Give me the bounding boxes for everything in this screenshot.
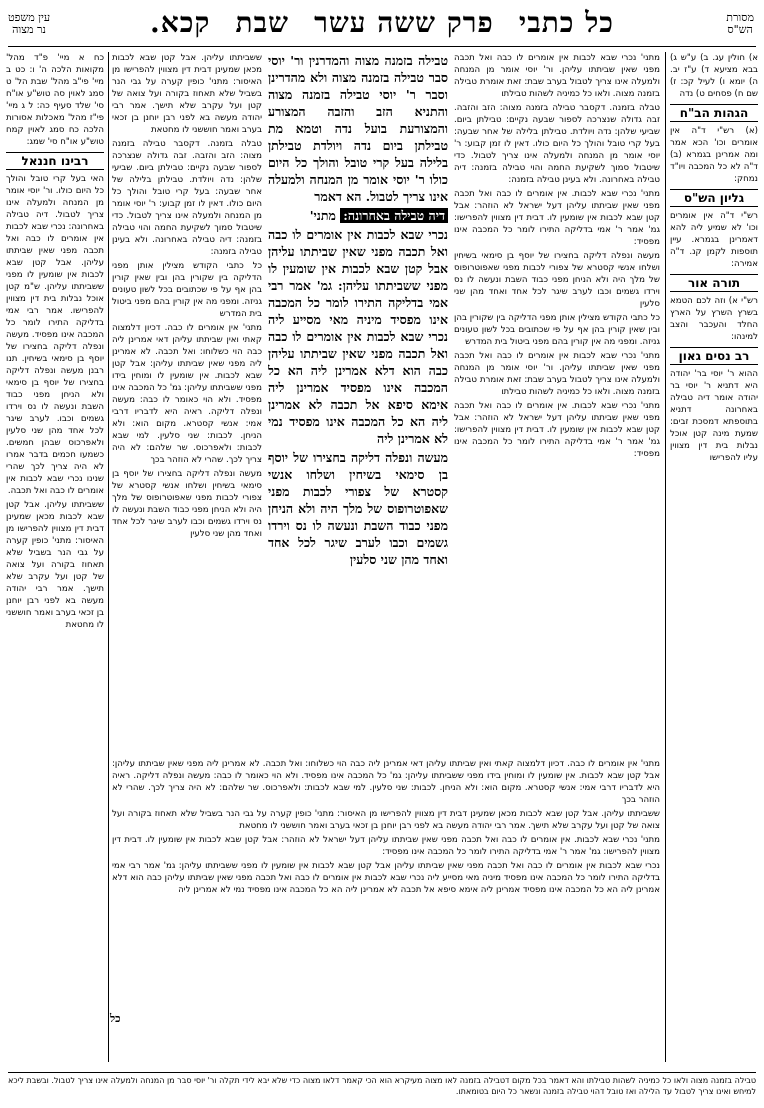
footer-note: טבילה בזמנה מצוה ולאו כל כמיניה לשהות טבילתו והא דאמר בכל מקום דטבילה בזמנה לאו מצוה מעיקרא הוא הכי קאמר דלאו מצוה כדי שלא יבא לידי תקלה ור' יוסי סבר מן המנחה ולמעלה אינו צריך לטבול. ובשבת ליכא למיחש ואינו צריך לטבול עד הלילה ואז טובל דהוי טבילה בזמנה ונשאר כל היום בטומאתו. xyxy=(8,1072,756,1097)
title-folio: קכא. xyxy=(150,6,211,39)
gemara-paragraph: מעשה ונפלה דליקה בחצירו של יוסף בן סימאי בשיחין ושלחו אנשי קסטרא של צפורי לכבות מפני שאפוטרופוס של מלך היה ולא הניחן מפני כבוד השבת ונעשה לו נס וירדו גשמים וכבו לערב שיגר לכל אחד ואחד מהן שני סלעין xyxy=(268,450,448,567)
rav-nissim-text: ההוא ר' יוסי בר' יהודה היא דתניא ר' יוסי בר יהודה אומר דיה טבילה באחרונה דתניא בתוספתא דמסכת זבים: שמעת מינה קטן אוכל נבלות בית דין מצווין עליו להפרישו xyxy=(670,369,758,463)
title-tractate: שבת xyxy=(235,6,289,39)
tosafot-paragraph: מתני' אין אומרים לו כבה. דכיון דלמצוה קאתי ואין שביתתו עליהן דאי אמרינן ליה כבה הוי כשלוחו: ואל תכבה. לא אמרינן ליה מפני שאין שביתתו עליהן: אבל קטן שבא לכבות. אין שומעין לו ומוחין בידו מפני ששביתתו עליהן: גמ' כל המכבה אינו מפסיד. ולא הוי כאומר לו כבה: מעשה ונפלה דליקה. ראיה היא לדבריו דרבי אמי: אנשי קסטרא. מקום הוא: ולא הניחן. לכבות: שני סלעין. למי שבא לכבות: ולאפרכוס. שר שלהם: לא היה צריך לכך. שהרי לא הוזהר בכך xyxy=(112,323,262,465)
tosafot-paragraph: כל כתבי הקודש מצילין אותן מפני הדליקה בין שקורין בהן ובין שאין קורין בהן אף על פי שכתובים בכל לשון טעונים גניזה. ומפני מה אין קורין בהם מפני ביטול בית המדרש xyxy=(112,261,262,319)
divider xyxy=(665,52,666,1062)
rav-nissim-title: רב נסים גאון xyxy=(670,347,758,365)
hagahot-text: (א) רש"י ד"ה אין אומרים וכו' הכא אמר ומה אמרינן בגמרא (ב) ד"ה לא כל המכבה ויו"ד נמחק: xyxy=(670,126,758,184)
bottom-paragraph: ששביתתו עליהן. אבל קטן שבא לכבות מכאן שמעינן דבית דין מצווין להפרישו מן האיסור: מתני' כופין קערה על גבי הנר בשביל שלא תאחוז בקורה ועל צואה של קטן ועל עקרב שלא תישך. אמר רבי יהודה מעשה בא לפני רבן יוחנן בן זכאי בערב ואמר חוששני לו מחטאת xyxy=(112,809,660,831)
torah-or-text: רש"י א) וזה לכם הטמא בשרץ השרץ על הארץ החלד והעכבר והצב למינהו: xyxy=(670,296,758,342)
rashi-column xyxy=(454,52,660,752)
rashi-paragraph: מתני' נכרי שבא לכבות אין אומרים לו כבה ואל תכבה מפני שאין שביתתו עליהן. ור' יוסי אומר מן המנחה ולמעלה אינו צריך לטבול בערב שבת: זאת אומרת טבילה בזמנה מצוה. ולאו כל כמיניה לשהות טבילתו xyxy=(454,53,660,99)
page-header xyxy=(0,6,764,46)
gilyon-text: רש"י ד"ה אין אומרים וכו' לא שמיע ליה להא דאמרינן בגמרא. עיין תוספות לקמן קנ. ד"ה אמירה: xyxy=(670,211,758,269)
rabbeinu-chananel-title: רבינו חננאל xyxy=(6,152,104,170)
bottom-commentary xyxy=(112,758,660,1008)
tosafot-column xyxy=(112,52,262,752)
boxed-label: דיה טבילה באחרונה: xyxy=(340,208,448,223)
rashi-paragraph: טבלה בזמנה. דקסבר טבילה בזמנה מצוה: הזב והזבה. זבה גדולה שנצרכה לספור שבעה נקיים: טבילתן ביום. שביעי שלהן: נדה ויולדת. טבילתן בלילה של אחר שבעה: בעל קרי טובל והולך כל היום כולו. דאין לו זמן קבוע: ר' יוסי אומר מן המנחה ולמעלה אינו צריך לטבול. כדי שיטבול סמוך לשקיעת החמה והוי טבילה בזמנה: דיה טבילה באחרונה. ולא בעינן טבילה בזמנה: xyxy=(454,103,660,185)
rabbeinu-chananel-text: ששביתתו עליהן. אבל קטן שבא לכבות מכאן שמעינן דבית דין מצווין להפרישו מן האיסור: מתני' כופין קערה על גבי הנר בשביל שלא תאחוז בקורה ועל צואה של קטן ועל עקרב שלא תישך. אמר רבי יהודה מעשה בא לפני רבן יוחנן בן זכאי בערב ואמר חוששני לו מחטאת xyxy=(6,500,104,630)
masoret-text: א) חולין עג. ב) ע"ש ג) בבא מציעא ד) ע"ז יב. ה) יומא ו) לעיל קכ: ז) שם ח) פסחים ט) נדה xyxy=(670,53,758,99)
rashi-paragraph: כל כתבי הקודש מצילין אותן מפני הדליקה בין שקורין בהן ובין שאין קורין בהן אף על פי שכתובים בכל לשון טעונים גניזה. ומפני מה אין קורין בהם מפני ביטול בית המדרש xyxy=(454,313,660,347)
gemara-paragraph: נכרי שבא לכבות אין אומרים לו כבה ואל תכבה מפני שאין שביתתו עליהן אבל קטן שבא לכבות אין שומעין לו מפני ששביתתו עליהן: גמ' אמר רבי אמי בדליקה התירו לומר כל המכבה אינו מפסיד מיניה מאי מסייע ליה נכרי שבא לכבות אין אומרים לו כבה ואל תכבה מפני שאין שביתתו עליהן כבה הוא דלא אמרינן ליה הא כל המכבה אינו מפסיד אמרינן ליה אימא סיפא אל תכבה לא אמרינן ליה הא כל המכבה אינו מפסיד נמי לא אמרינן ליה xyxy=(268,227,448,446)
rashi-paragraph: מעשה ונפלה דליקה בחצירו של יוסף בן סימאי בשיחין ושלחו אנשי קסטרא של צפורי לכבות מפני שאפוטרופוס של מלך היה ולא הניחן מפני כבוד השבת ונעשה לו נס וירדו גשמים וכבו לערב שיגר לכל אחד ואחד מהן שני סלעין xyxy=(454,251,660,309)
title-tractate-chapter: כל כתבי xyxy=(518,6,614,39)
title-chapter-name: פרק ששה עשר xyxy=(314,6,494,39)
rashi-paragraph: מתני' נכרי שבא לכבות. אין אומרים לו כבה ואל תכבה מפני שאין שביתתו עליהן דעל ישראל לא הוזהר: אבל קטן שבא לכבות אין שומעין לו. דבית דין מצווין להפרישו: גמ' אמר ר' אמי בדליקה התירו לומר כל המכבה אינו מפסיד: xyxy=(454,401,660,459)
ein-mishpat-label: עין משפט נר מצוה xyxy=(8,11,51,36)
rashi-paragraph: מתני' נכרי שבא לכבות. אין אומרים לו כבה ואל תכבה מפני שאין שביתתו עליהן דעל ישראל לא הוזהר: אבל קטן שבא לכבות אין שומעין לו. דבית דין מצווין להפרישו: גמ' אמר ר' אמי בדליקה התירו לומר כל המכבה אינו מפסיד: xyxy=(454,189,660,247)
ein-mishpat-text: כח א מיי' פ"ד מהל' מקואות הלכה ה' ו: כט ב מיי' פי"ב מהל' שבת הל' ט סמג לאוין סה טוש"ע או"ח סי' שלד סעיף כה: ל ג מיי' פי"ז מהל' מאכלות אסורות הלכה כח סמג לאוין קמח טוש"ע או"ח סי' שמג: xyxy=(6,53,104,147)
page-title xyxy=(150,6,614,40)
rabbeinu-chananel-text: האי בעל קרי טובל והולך כל היום כולו. ור' יוסי אומר מן המנחה ולמעלה אינו צריך לטבול. דיה טבילה באחרונה: נכרי שבא לכבות אין אומרים לו כבה ואל תכבה מפני שאין שביתתו עליהן. אבל קטן שבא לכבות אין שומעין לו מפני ששביתתו עליהן. ש"מ קטן אוכל נבלות בית דין מצווין להפרישו. אמר רבי אמי בדליקה התירו לומר כל המכבה אינו מפסיד. מעשה ונפלה דליקה בחצירו של יוסף בן סימאי בשיחין. תנו רבנן מעשה ונפלה דליקה בחצירו של יוסף בן סימאי ולא הניחן מפני כבוד השבת ונעשה לו נס וירדו גשמים וכבו. לערב שיגר לכל אחד מהן שני סלעין ולאפרכוס שבהן חמשים. כשמעו חכמים בדבר אמרו לא היה צריך לכך שהרי שנינו נכרי שבא לכבות אין אומרים לו כבה ואל תכבה. xyxy=(6,174,104,496)
gemara-column xyxy=(268,52,448,752)
tosafot-paragraph: ששביתתו עליהן. אבל קטן שבא לכבות מכאן שמעינן דבית דין מצווין להפרישו מן האיסור: מתני' כופין קערה על גבי הנר בשביל שלא תאחוז בקורה ועל צואה של קטן ועל עקרב שלא תישך. אמר רבי יהודה מעשה בא לפני רבן יוחנן בן זכאי בערב ואמר חוששני לו מחטאת xyxy=(112,53,262,135)
gemara-paragraph: טבילה בזמנה מצוה והמדרנין ור' יוסי סבר טבילה בזמנה מצוה ולא מהדרינן וסבר ר' יוסי טבילה בזמנה מצוה והתניא הזב והזבה המצורע והמצורעת בועל נדה וטמא מת טבילתן ביום נדה ויולדת טבילתן בלילה בעל קרי טובל והולך כל היום כולו ר' יוסי אומר מן המנחה ולמעלה אינו צריך לטבול. הא דאמר xyxy=(268,53,448,204)
tosafot-paragraph: מעשה ונפלה דליקה בחצירו של יוסף בן סימאי בשיחין ושלחו אנשי קסטרא של צפורי לכבות מפני שאפוטרופוס של מלך היה ולא הניחן מפני כבוד השבת ונעשה לו נס וירדו גשמים וכבו לערב שיגר לכל אחד ואחד מהן שני סלעין xyxy=(112,469,262,539)
gilyon-title: גליון הש"ס xyxy=(670,189,758,207)
left-sidebar xyxy=(6,52,104,1062)
bottom-paragraph: מתני' נכרי שבא לכבות. אין אומרים לו כבה ואל תכבה מפני שאין שביתתו עליהן דעל ישראל לא הוזהר: אבל קטן שבא לכבות אין שומעין לו. דבית דין מצווין להפרישו: גמ' אמר ר' אמי בדליקה התירו לומר כל המכבה אינו מפסיד: xyxy=(112,835,660,857)
hagahot-title: הגהות הב"ח xyxy=(670,104,758,122)
bottom-paragraph: נכרי שבא לכבות אין אומרים לו כבה ואל תכבה מפני שאין שביתתו עליהן אבל קטן שבא לכבות אין שומעין לו מפני ששביתתו עליהן: גמ' אמר רבי אמי בדליקה התירו לומר כל המכבה אינו מפסיד מיניה מאי מסייע ליה נכרי שבא לכבות אין אומרים לו כבה ואל תכבה מפני שאין שביתתו עליהן כבה הוא דלא אמרינן ליה הא כל המכבה אינו מפסיד אמרינן ליה אימא סיפא אל תכבה לא אמרינן ליה הא כל המכבה אינו מפסיד נמי לא אמרינן ליה xyxy=(112,861,660,895)
masoret-label: מסורת הש"ס xyxy=(726,11,754,36)
tosafot-paragraph: טבלה בזמנה. דקסבר טבילה בזמנה מצוה: הזב והזבה. זבה גדולה שנצרכה לספור שבעה נקיים: טבילתן ביום. שביעי שלהן: נדה ויולדת. טבילתן בלילה של אחר שבעה: בעל קרי טובל והולך כל היום כולו. דאין לו זמן קבוע: ר' יוסי אומר מן המנחה ולמעלה אינו צריך לטבול. כדי שיטבול סמוך לשקיעת החמה והוי טבילה בזמנה: דיה טבילה באחרונה. ולא בעינן טבילה בזמנה: xyxy=(112,139,262,257)
catchword: כל xyxy=(110,1012,121,1025)
torah-or-title: תורה אור xyxy=(670,274,758,292)
right-sidebar xyxy=(670,52,758,1062)
bottom-paragraph: מתני' אין אומרים לו כבה. דכיון דלמצוה קאתי ואין שביתתו עליהן דאי אמרינן ליה כבה הוי כשלוחו: ואל תכבה. לא אמרינן ליה מפני שאין שביתתו עליהן: אבל קטן שבא לכבות. אין שומעין לו ומוחין בידו מפני ששביתתו עליהן: גמ' כל המכבה אינו מפסיד. ולא הוי כאומר לו כבה: מעשה ונפלה דליקה. ראיה היא לדבריו דרבי אמי: אנשי קסטרא. מקום הוא: ולא הניחן. לכבות: שני סלעין. למי שבא לכבות: ולאפרכוס. שר שלהם: לא היה צריך לכך. שהרי לא הוזהר בכך xyxy=(112,759,660,805)
mishna-marker: מתני' xyxy=(309,208,336,223)
header-rule xyxy=(8,46,756,47)
rashi-paragraph: מתני' נכרי שבא לכבות אין אומרים לו כבה ואל תכבה מפני שאין שביתתו עליהן. ור' יוסי אומר מן המנחה ולמעלה אינו צריך לטבול בערב שבת: זאת אומרת טבילה בזמנה מצוה. ולאו כל כמיניה לשהות טבילתו xyxy=(454,351,660,397)
divider xyxy=(108,52,109,1062)
